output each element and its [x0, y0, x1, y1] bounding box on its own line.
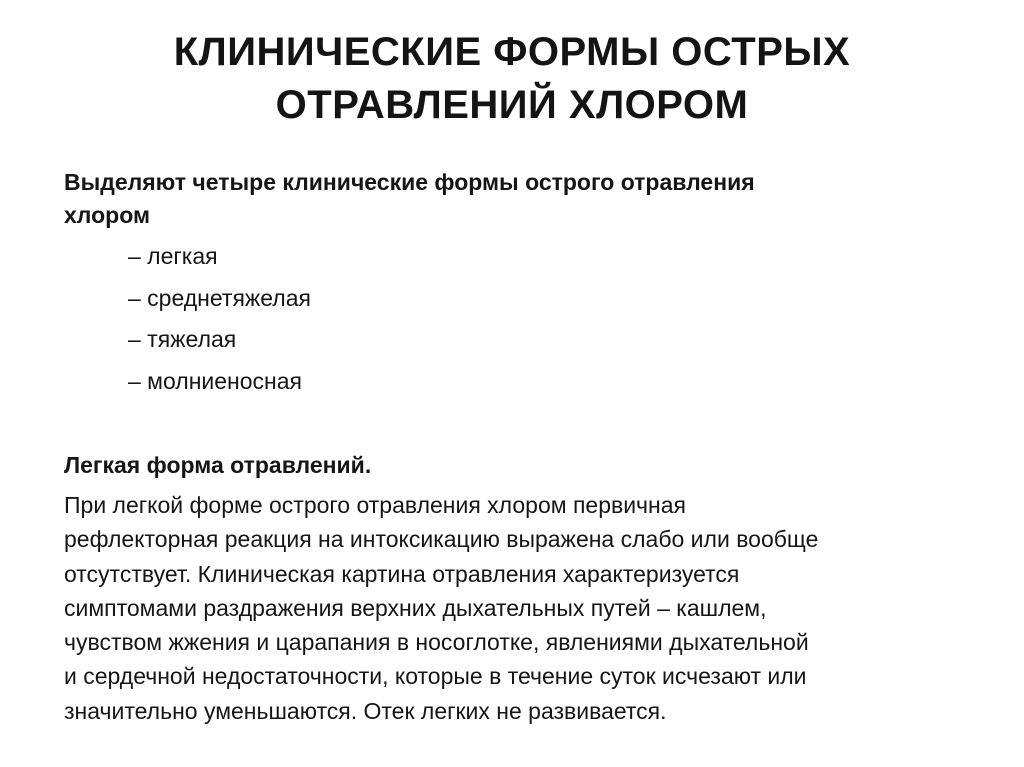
title-line: КЛИНИЧЕСКИЕ ФОРМЫ ОСТРЫХ: [173, 30, 851, 74]
list-item: – среднетяжелая: [128, 284, 311, 311]
paragraph-line: рефлекторная реакция на интоксикацию выражена слабо или вообще: [64, 526, 819, 553]
intro-line: хлором: [64, 202, 150, 228]
intro-text: [64, 166, 964, 232]
paragraph-line: отсутствует. Клиническая картина отравления характеризуется: [64, 560, 740, 587]
intro-line: Выделяют четыре клинические формы острого отравления: [64, 169, 755, 195]
paragraph-line: При легкой форме острого отравления хлором первичная: [64, 492, 686, 518]
clinical-forms-list: [128, 242, 628, 408]
paragraph-line: чувством жжения и царапания в носоглотке, явлениями дыхательной: [64, 629, 809, 656]
section-heading: Легкая форма отравлений.: [64, 452, 372, 478]
list-item: – тяжелая: [128, 326, 237, 352]
list-item: – легкая: [128, 243, 218, 269]
paragraph-line: симптомами раздражения верхних дыхательных путей – кашлем,: [64, 594, 767, 621]
list-item: – молниеносная: [128, 367, 302, 394]
paragraph-line: и сердечной недостаточности, которые в течение суток исчезают или: [64, 663, 807, 690]
body-paragraph: [64, 488, 1004, 728]
slide-title: [0, 26, 1024, 132]
paragraph-line: значительно уменьшаются. Отек легких не развивается.: [64, 697, 667, 724]
title-line: ОТРАВЛЕНИЙ ХЛОРОМ: [275, 83, 749, 127]
